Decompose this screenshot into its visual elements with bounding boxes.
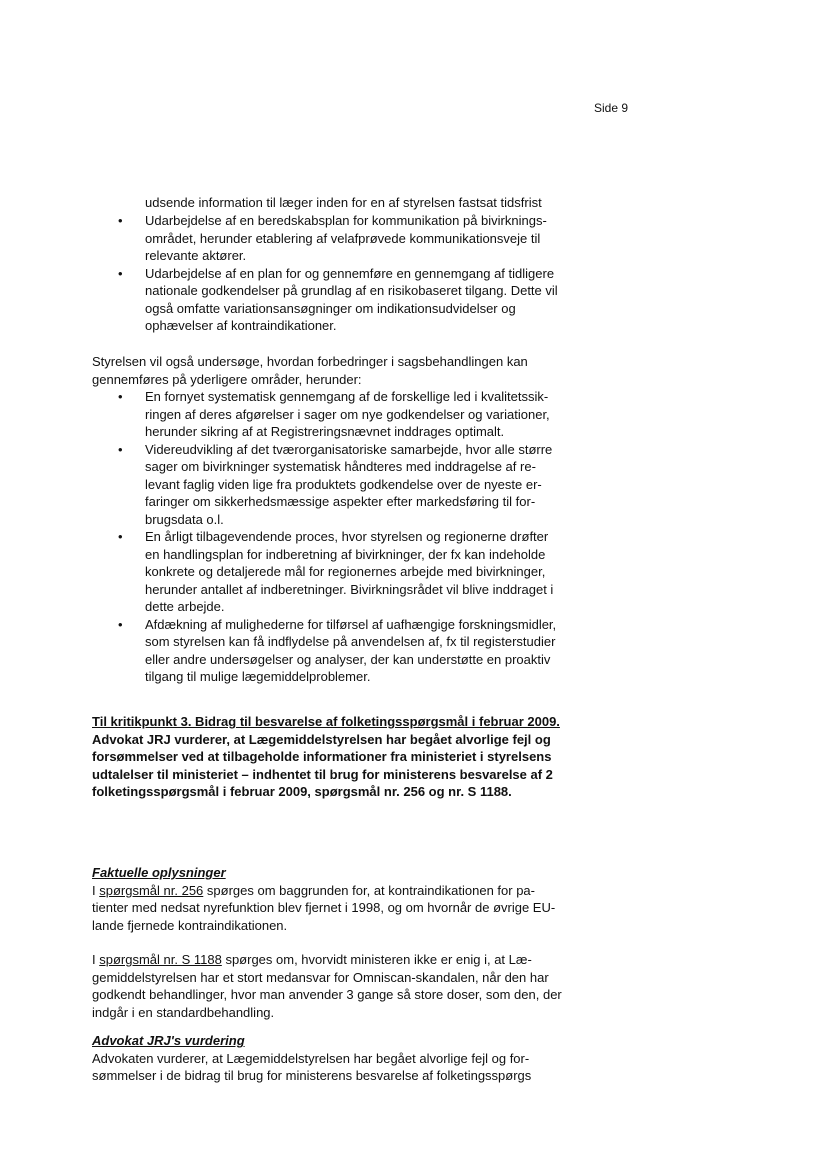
question-reference: spørgsmål nr. 256 (99, 882, 204, 898)
bullet-icon: • (118, 213, 123, 228)
list-item: • Afdækning af mulighederne for tilførsel af uafhængige forskningsmidler, som styrelsen kan få indflydelse på anvendelsen af, fx til registerstudier eller andre undersøgelser og analyser, der kan understøtte en proaktiv tilgang til mulige lægemiddelproblemer. (118, 616, 557, 684)
facts-section (92, 864, 562, 1021)
facts-paragraph-1: I spørgsmål nr. 256 spørges om baggrunden for, at kontraindikationen for patienter med nedsat nyrefunktion blev fjernet i 1998, og om hvornår de øvrige EU-lande fjernede kontraindikationen. (92, 882, 556, 933)
list-item: • En årligt tilbagevendende proces, hvor styrelsen og regionerne drøfter en handlingsplan for indberetning af bivirkninger, der fx kan indeholde konkrete og detaljerede mål for regionernes arbejde med bivirkninger, herunder antallet af indberetninger. Bivirkningsrådet vil blive inddraget i dette arbejde. (118, 529, 554, 614)
list-item: • En fornyet systematisk gennemgang af de forskellige led i kvalitetssikringen af deres afgørelser i sager om nye godkendelser og variationer, herunder sikring af at Registreringsnævnet inddrages optimalt. (118, 389, 550, 439)
list-item: • Udarbejdelse af en beredskabsplan for kommunikation på bivirkningsområdet, herunder etablering af velafprøvede kommunikationsveje til relevante aktører. (118, 213, 547, 263)
assessment-section (92, 1032, 562, 1085)
assessment-paragraph: Advokaten vurderer, at Lægemiddelstyrelsen har begået alvorlige fejl og forsømmelser i de bidrag til brug for ministerens besvarelse af folketingsspørgs (92, 1050, 532, 1083)
list-item: • Udarbejdelse af en plan for og gennemføre en gennemgang af tidligere nationale godkendelser på grundlag af en risikobaseret tilgang. Dette vil også omfatte variationsansøgninger om indikationsudvidelser og ophævelser af kontraindikationer. (118, 265, 558, 333)
facts-heading: Faktuelle oplysninger (92, 865, 226, 880)
intro-paragraph: Styrelsen vil også undersøge, hvordan forbedringer i sagsbehandlingen kan gennemføres på yderligere områder, herunder: (92, 354, 528, 387)
bullet-icon: • (118, 441, 123, 457)
question-reference: spørgsmål nr. S 1188 (99, 952, 222, 967)
assessment-heading: Advokat JRJ's vurdering (92, 1033, 245, 1048)
facts-paragraph-2: I spørgsmål nr. S 1188 spørges om, hvorvidt ministeren ikke er enig i, at Lægemiddelstyrelsen har et stort medansvar for Omniscan-skandalen, når den har godkendt behandlinger, hvor man anvender 3 gange så store doser, som den, der indgår i en standardbehandling. (92, 952, 562, 1020)
section-heading: Til kritikpunkt 3. Bidrag til besvarelse af folketingsspørgsmål i februar 2009. (92, 714, 560, 729)
bullet-icon: • (118, 389, 123, 404)
section-summary: Advokat JRJ vurderer, at Lægemiddelstyrelsen har begået alvorlige fejl og forsømmelser ved at tilbageholde informationer fra ministeriet i styrelsens udtalelser til ministeriet – indhentet til brug for ministerens besvarelse af 2 folketingsspørgsmål i februar 2009, spørgsmål nr. 256 og nr. S 1188. (92, 731, 553, 799)
list-item: • Videreudvikling af det tværorganisatoriske samarbejde, hvor alle større sager om bivirkninger systematisk håndteres med inddragelse af relevant faglig viden lige fra produktets godkendelse over de nyeste erfaringer om sikkerhedsmæssige aspekter efter markedsføring til forbrugsdata o.l. (118, 441, 553, 527)
first-bullet-list (92, 212, 562, 335)
continued-line: udsende information til læger inden for en af styrelsen fastsat tidsfrist (145, 195, 542, 210)
bullet-icon: • (118, 265, 123, 281)
bullet-icon: • (118, 529, 123, 544)
bullet-icon: • (118, 616, 123, 632)
page-number: Side 9 (594, 101, 629, 115)
second-bullet-list (92, 388, 562, 686)
section-3 (92, 713, 562, 801)
